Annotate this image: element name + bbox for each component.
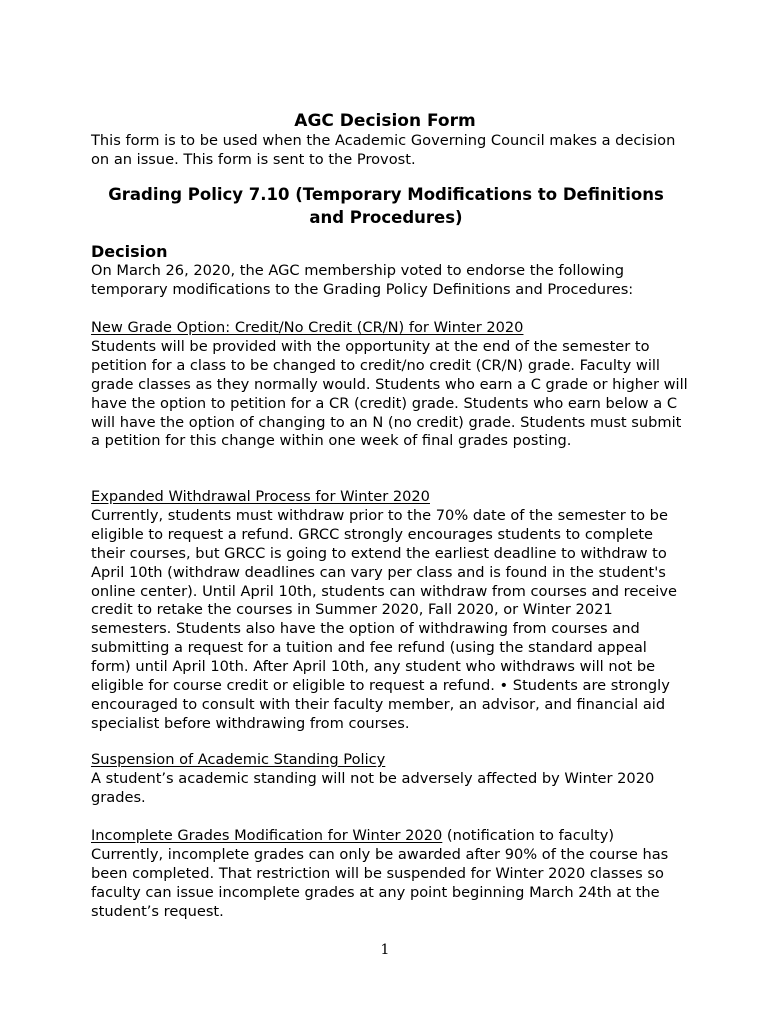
section-heading: Suspension of Academic Standing Policy (91, 751, 386, 768)
section-academic-standing (91, 751, 691, 808)
section-credit-no-credit (91, 319, 691, 451)
section-heading: Expanded Withdrawal Process for Winter 2020 (91, 488, 430, 505)
section-heading: Incomplete Grades Modification for Winter 2020 (91, 827, 443, 844)
intro-paragraph: This form is to be used when the Academic Governing Council makes a decision on an issue. This form is sent to the Provost. (91, 132, 676, 168)
section-heading-line (91, 488, 691, 507)
policy-title: Grading Policy 7.10 (Temporary Modifications to Definitions and Procedures) (108, 185, 664, 227)
section-heading: New Grade Option: Credit/No Credit (CR/N) for Winter 2020 (91, 319, 524, 336)
section-heading-line (91, 827, 691, 846)
section-heading-suffix: (notification to faculty) (442, 827, 615, 844)
section-incomplete-grades (91, 827, 691, 922)
section-heading-line (91, 751, 691, 770)
section-body: Currently, incomplete grades can only be awarded after 90% of the course has been completed. That restriction will be suspended for Winter 2020 classes so faculty can issue incomplete grades at any point beginning March 24th at the student’s request. (91, 845, 669, 920)
page-number: 1 (380, 942, 390, 958)
section-body: Students will be provided with the opportunity at the end of the semester to petition for a class to be changed to credit/no credit (CR/N) grade. Faculty will grade classes as they normally would. Students who earn a C grade or higher will have the option to petition for a CR (credit) grade. Students who earn below a C will have the option of changing to an N (no credit) grade. Students must submit a petition for this change within one week of final grades posting. (91, 337, 688, 450)
section-body: Currently, students must withdraw prior to the 70% date of the semester to be eligible to request a refund. GRCC strongly encourages students to complete their courses, but GRCC is going to extend the earliest deadline to withdraw to April 10th (withdraw deadlines can vary per class and is found in the student's online center). Until April 10th, students can withdraw from courses and receive credit to retake the courses in Summer 2020, Fall 2020, or Winter 2021 semesters. Students also have the option of withdrawing from courses and submitting a request for a tuition and fee refund (using the standard appeal form) until April 10th. After April 10th, any student who withdraws will not be eligible for course credit or eligible to request a refund. • Students are strongly encouraged to consult with their faculty member, an advisor, and financial aid specialist before withdrawing from courses. (91, 506, 677, 732)
decision-heading: Decision (91, 242, 168, 261)
section-heading-line (91, 319, 691, 338)
section-withdrawal (91, 488, 691, 734)
decision-paragraph: On March 26, 2020, the AGC membership voted to endorse the following temporary modifications to the Grading Policy Definitions and Procedures: (91, 262, 634, 298)
form-title: AGC Decision Form (294, 111, 476, 131)
section-body: A student’s academic standing will not be adversely affected by Winter 2020 grades. (91, 769, 655, 806)
